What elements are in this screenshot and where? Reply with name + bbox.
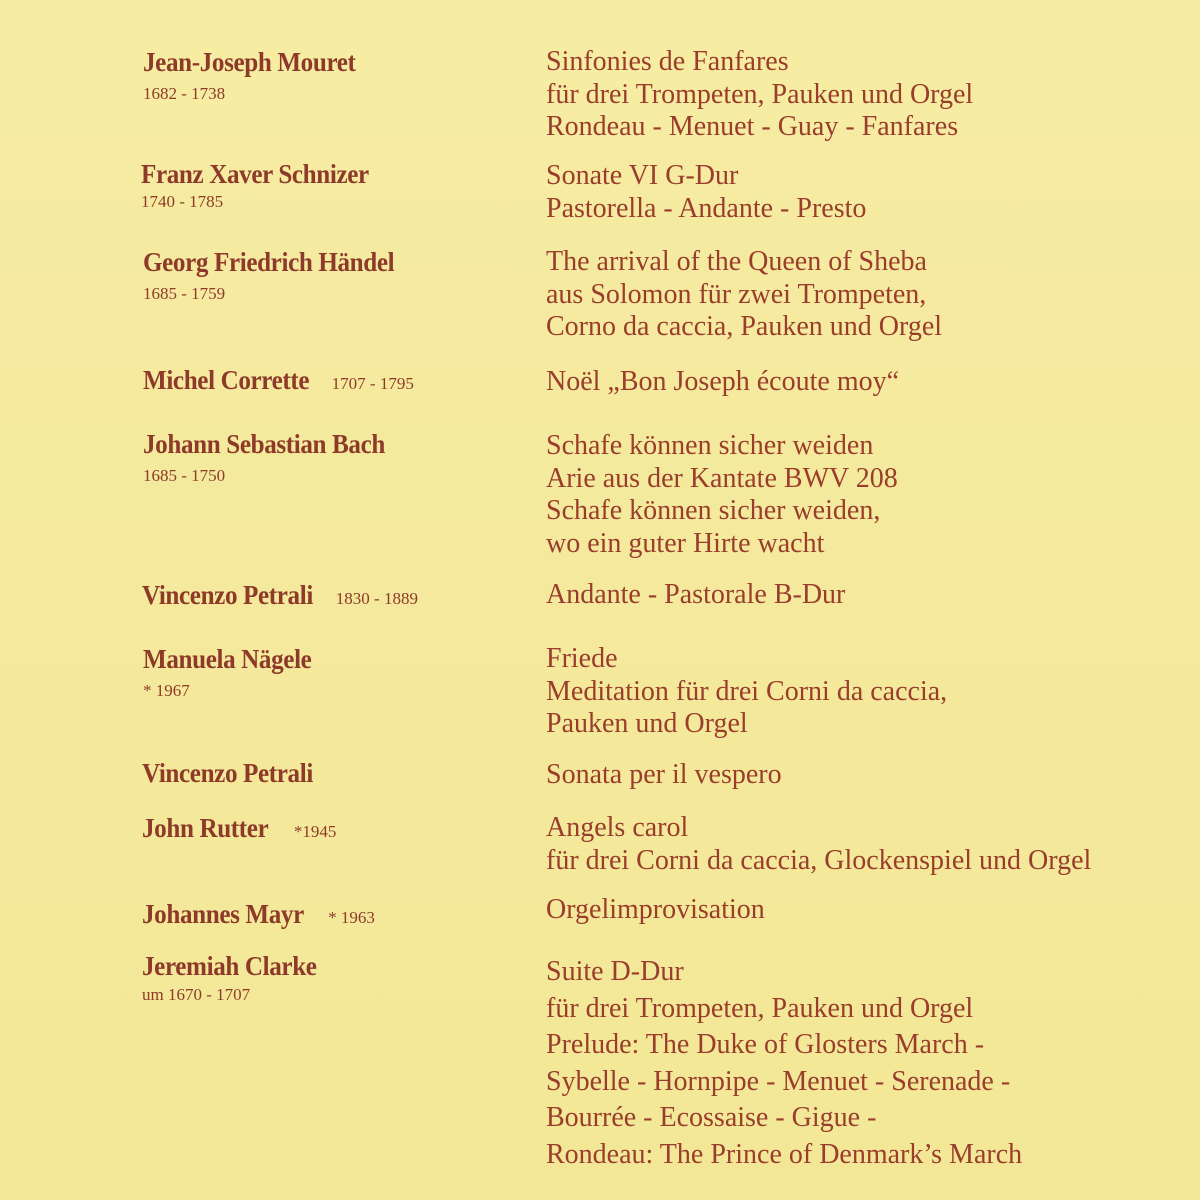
composer-dates: * 1967 (143, 681, 190, 700)
composer-dates: 1830 - 1889 (335, 589, 418, 608)
works-block (546, 759, 1186, 792)
composer-block (143, 246, 533, 305)
composer-block (142, 757, 532, 794)
works-block (546, 894, 1186, 927)
work-line: Angels carol (546, 812, 689, 843)
work-line: Corno da caccia, Pauken und Orgel (546, 311, 943, 342)
composer-dates: 1682 - 1738 (143, 84, 226, 103)
works-block (546, 954, 1186, 1173)
composer-name: Manuela Nägele (143, 644, 312, 674)
work-line: Orgelimprovisation (546, 894, 765, 925)
composer-block (142, 812, 532, 849)
composer-block (143, 364, 533, 401)
works-block (546, 430, 1186, 560)
work-line: Sonata per il vespero (546, 759, 782, 790)
work-line: Arie aus der Kantate BWV 208 (546, 462, 898, 494)
composer-block (142, 898, 532, 935)
composer-dates: 1685 - 1759 (143, 284, 226, 303)
work-line: Sinfonies de Fanfares (546, 46, 789, 77)
composer-name: Vincenzo Petrali (142, 758, 313, 788)
work-line: Schafe können sicher weiden, (546, 495, 881, 526)
works-block (546, 579, 1186, 612)
composer-name: Johann Sebastian Bach (143, 429, 385, 459)
work-line: Noël „Bon Joseph écoute moy“ (546, 366, 900, 397)
works-block (546, 246, 1186, 344)
work-line: wo ein guter Hirte wacht (546, 527, 825, 559)
work-line: Bourrée - Ecossaise - Gigue - (546, 1102, 877, 1133)
composer-name: Jean-Joseph Mouret (143, 47, 356, 77)
composer-dates: 1685 - 1750 (143, 466, 226, 485)
composer-block (142, 579, 532, 616)
work-line: Meditation für drei Corni da caccia, (546, 675, 948, 707)
composer-block (141, 158, 531, 213)
work-line: Andante - Pastorale B-Dur (546, 579, 846, 610)
work-line: für drei Corni da caccia, Glockenspiel und Orgel (546, 844, 1092, 876)
work-line: für drei Trompeten, Pauken und Orgel (546, 992, 974, 1024)
composer-name: John Rutter (142, 813, 269, 843)
work-line: Prelude: The Duke of Glosters March - (546, 1029, 985, 1060)
composer-dates: um 1670 - 1707 (142, 985, 251, 1004)
composer-block (142, 950, 532, 1006)
composer-name: Michel Corrette (143, 365, 310, 395)
work-line: Schafe können sicher weiden (546, 430, 874, 461)
work-line: für drei Trompeten, Pauken und Orgel (546, 78, 974, 110)
composer-dates: *1945 (293, 822, 337, 841)
work-line: The arrival of the Queen of Sheba (546, 246, 927, 277)
composer-name: Johannes Mayr (142, 899, 304, 929)
works-block (546, 366, 1186, 399)
composer-name: Jeremiah Clarke (142, 951, 317, 981)
works-block (546, 160, 1186, 225)
composer-dates: 1707 - 1795 (331, 374, 414, 393)
composer-block (143, 46, 533, 105)
work-line: Sonate VI G-Dur (546, 160, 739, 191)
work-line: Pauken und Orgel (546, 708, 748, 739)
work-line: Rondeau - Menuet - Guay - Fanfares (546, 111, 959, 142)
works-block (546, 812, 1186, 877)
work-line: Sybelle - Hornpipe - Menuet - Serenade - (546, 1065, 1011, 1097)
composer-dates: 1740 - 1785 (141, 192, 224, 211)
composer-name: Vincenzo Petrali (142, 580, 313, 610)
work-line: aus Solomon für zwei Trompeten, (546, 278, 927, 310)
work-line: Rondeau: The Prince of Denmark’s March (546, 1138, 1023, 1170)
work-line: Suite D-Dur (546, 956, 684, 987)
composer-block (143, 643, 533, 702)
work-line: Pastorella - Andante - Presto (546, 192, 867, 224)
composer-name: Franz Xaver Schnizer (141, 159, 369, 189)
work-line: Friede (546, 643, 618, 674)
composer-name: Georg Friedrich Händel (143, 247, 395, 277)
composer-dates: * 1963 (328, 908, 375, 927)
works-block (546, 46, 1186, 144)
composer-block (143, 428, 533, 487)
works-block (546, 643, 1186, 741)
